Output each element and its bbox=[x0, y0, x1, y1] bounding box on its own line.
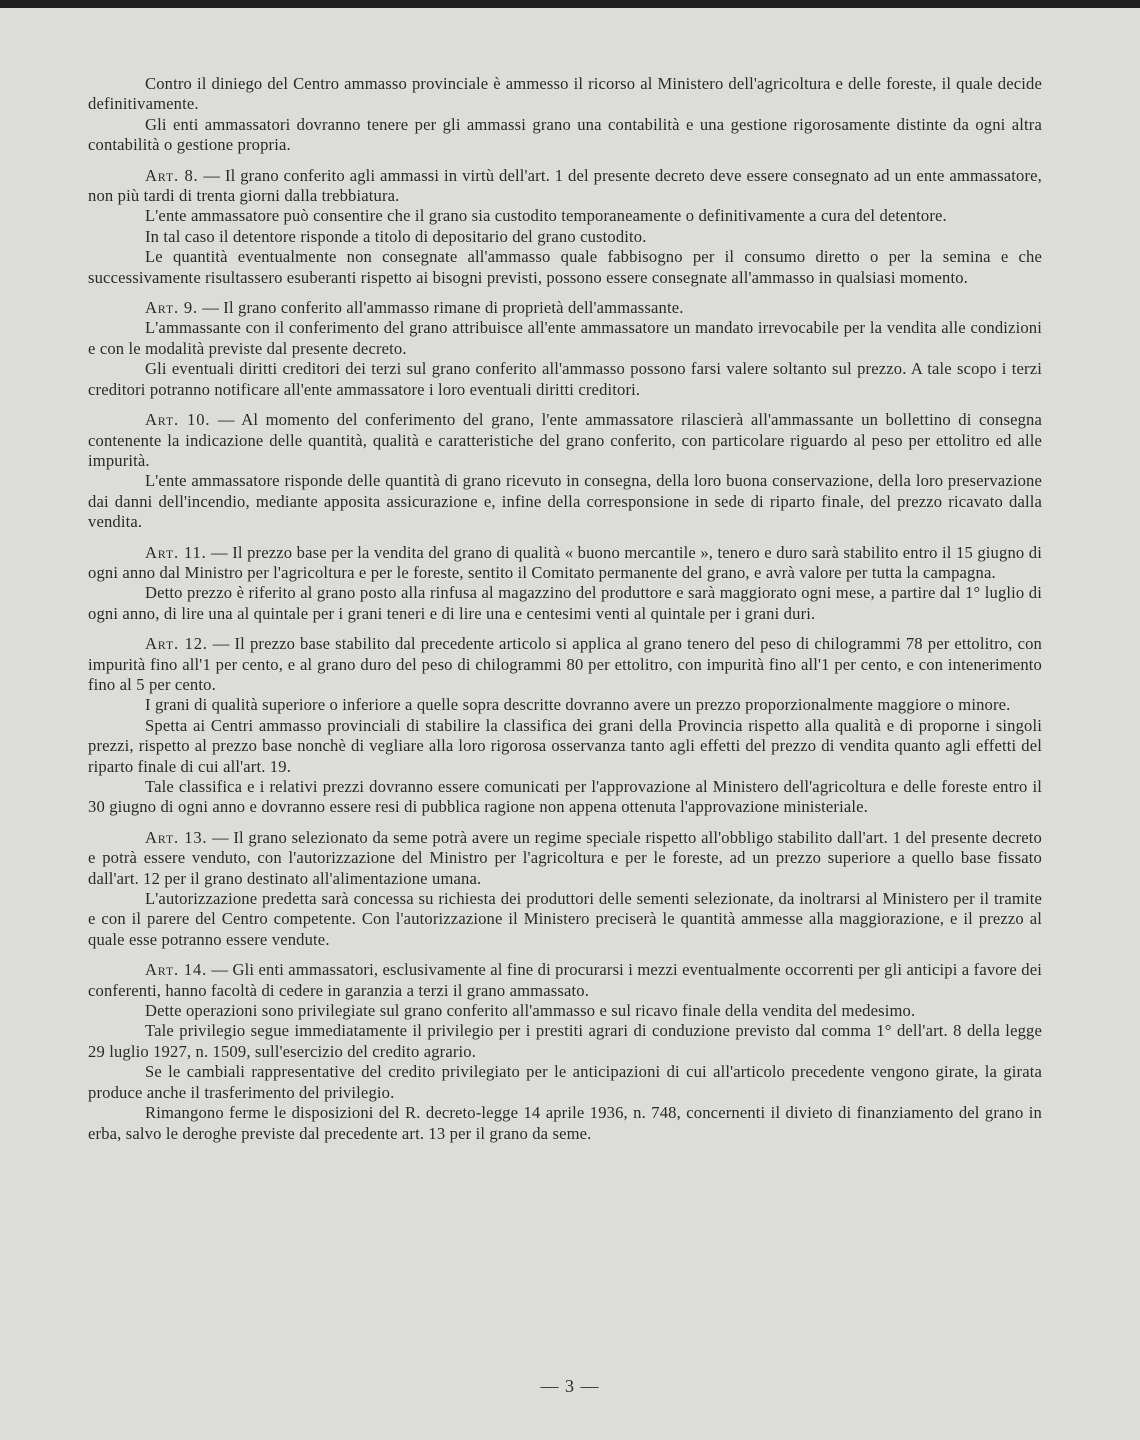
paragraph bbox=[88, 247, 1042, 288]
article-paragraph bbox=[88, 166, 1042, 207]
paragraph bbox=[88, 777, 1042, 818]
paragraph-text: Le quantità eventualmente non consegnate all'ammasso quale fabbisogno per il consumo diretto o per la semina e che successivamente risultassero esuberanti rispetto ai bisogni previsti, possono essere consegnate all'ammasso in qualsiasi momento. bbox=[88, 247, 1042, 287]
paragraph bbox=[88, 318, 1042, 359]
article-label: Art. 14. bbox=[145, 960, 208, 980]
paragraph-text: L'ente ammassatore risponde delle quantità di grano ricevuto in consegna, della loro buona conservazione, della loro preservazione dai danni dell'incendio, mediante apposita assicurazione e, infine della corresponsione in sede di riparto finale, del prezzo ricavato dalla vendita. bbox=[88, 471, 1042, 532]
paragraph bbox=[88, 74, 1042, 115]
paragraph bbox=[88, 889, 1042, 950]
paragraph bbox=[88, 716, 1042, 777]
paragraph bbox=[88, 1021, 1042, 1062]
article-paragraph bbox=[88, 410, 1042, 471]
paragraph bbox=[88, 1103, 1042, 1144]
article-paragraph bbox=[88, 960, 1042, 1001]
paragraph bbox=[88, 1001, 1042, 1021]
article-label: Art. 10. bbox=[145, 410, 211, 430]
paragraph bbox=[88, 471, 1042, 532]
paragraph bbox=[88, 359, 1042, 400]
paragraph-text: In tal caso il detentore risponde a titolo di depositario del grano custodito. bbox=[145, 226, 647, 246]
paragraph-text: Rimangono ferme le disposizioni del R. decreto-legge 14 aprile 1936, n. 748, concernenti il divieto di finanziamento del grano in erba, salvo le deroghe previste dal precedente art. 13 per il grano da seme. bbox=[88, 1103, 1042, 1143]
paragraph-text: Detto prezzo è riferito al grano posto alla rinfusa al magazzino del produttore e sarà maggiorato ogni mese, a partire dal 1° luglio di ogni anno, di lire una al quintale per i grani teneri e di lire una e centesimi venti al quintale per i grani duri. bbox=[88, 583, 1042, 623]
paragraph-text: — Il grano selezionato da seme potrà avere un regime speciale rispetto all'obbligo stabilito dall'art. 1 del presente decreto e potrà essere venduto, con l'autorizzazione del Ministro per l'agricoltura e per le foreste, ad un prezzo superiore a quello base fissato dall'art. 12 per il grano destinato all'alimentazione umana. bbox=[88, 827, 1042, 888]
paragraph-text: Tale classifica e i relativi prezzi dovranno essere comunicati per l'approvazione al Ministero dell'agricoltura e delle foreste entro il 30 giugno di ogni anno e dovranno essere resi di pubblica ragione non appena ottenuta l'approvazione ministeriale. bbox=[88, 777, 1042, 817]
paragraph bbox=[88, 227, 1042, 247]
paragraph-text: Dette operazioni sono privilegiate sul grano conferito all'ammasso e sul ricavo finale della vendita del medesimo. bbox=[145, 1001, 916, 1021]
article-label: Art. 11. bbox=[145, 542, 207, 562]
article-label: Art. 8. bbox=[145, 165, 199, 185]
paragraph-text: I grani di qualità superiore o inferiore a quelle sopra descritte dovranno avere un prezzo proporzionalmente maggiore o minore. bbox=[145, 695, 1011, 715]
paragraph-text: L'ammassante con il conferimento del grano attribuisce all'ente ammassatore un mandato irrevocabile per la vendita alle condizioni e con le modalità previste dal presente decreto. bbox=[88, 318, 1042, 358]
article-label: Art. 12. bbox=[145, 634, 208, 654]
page-number: — 3 — bbox=[540, 1376, 600, 1396]
paragraph bbox=[88, 583, 1042, 624]
paragraph-text: Tale privilegio segue immediatamente il privilegio per i prestiti agrari di conduzione previsto dal comma 1° dell'art. 8 della legge 29 luglio 1927, n. 1509, sull'esercizio del credito agrario. bbox=[88, 1021, 1042, 1061]
document-body bbox=[88, 74, 1042, 1144]
article-label: Art. 13. bbox=[145, 827, 208, 847]
paragraph-text: L'ente ammassatore può consentire che il grano sia custodito temporaneamente o definitivamente a cura del detentore. bbox=[145, 206, 947, 226]
paragraph-text: — Al momento del conferimento del grano, l'ente ammassatore rilascierà all'ammassante un bollettino di consegna contenente la indicazione delle quantità, qualità e caratteristiche del grano conferito, con particolare riguardo al peso per ettolitro ed alle impurità. bbox=[88, 410, 1042, 470]
article-paragraph bbox=[88, 634, 1042, 695]
article-paragraph bbox=[88, 828, 1042, 889]
paragraph-text: — Il grano conferito agli ammassi in virtù dell'art. 1 del presente decreto deve essere consegnato ad un ente ammassatore, non più tardi di trenta giorni dalla trebbiatura. bbox=[88, 165, 1042, 206]
article-paragraph bbox=[88, 298, 1042, 318]
paragraph bbox=[88, 695, 1042, 715]
paragraph-text: Contro il diniego del Centro ammasso provinciale è ammesso il ricorso al Ministero dell'agricoltura e delle foreste, il quale decide definitivamente. bbox=[88, 74, 1042, 114]
paragraph bbox=[88, 1062, 1042, 1103]
paragraph-text: — Il grano conferito all'ammasso rimane di proprietà dell'ammassante. bbox=[197, 298, 684, 318]
scan-top-edge bbox=[0, 0, 1140, 8]
paragraph-text: Gli eventuali diritti creditori dei terzi sul grano conferito all'ammasso possono farsi valere soltanto sul prezzo. A tale scopo i terzi creditori potranno notificare all'ente ammassatore i loro eventuali diritti creditori. bbox=[88, 359, 1042, 399]
paragraph-text: Gli enti ammassatori dovranno tenere per gli ammassi grano una contabilità e una gestione rigorosamente distinte da ogni altra contabilità o gestione propria. bbox=[88, 114, 1042, 155]
paragraph-text: Se le cambiali rappresentative del credito privilegiato per le anticipazioni di cui all'articolo precedente vengono girate, la girata produce anche il trasferimento del privilegio. bbox=[88, 1062, 1042, 1102]
paragraph bbox=[88, 206, 1042, 226]
article-paragraph bbox=[88, 543, 1042, 584]
article-label: Art. 9. bbox=[145, 298, 198, 318]
paragraph-text: L'autorizzazione predetta sarà concessa su richiesta dei produttori delle sementi selezionate, da inoltrarsi al Ministero per il tramite e con il parere del Centro competente. Con l'autorizzazione il Ministero preciserà le quantità ammesse alla maggiorazione, e il prezzo al quale esse potranno essere vendute. bbox=[88, 889, 1042, 949]
paragraph-text: — Gli enti ammassatori, esclusivamente al fine di procurarsi i mezzi eventualmente occorrenti per gli anticipi a favore dei conferenti, hanno facoltà di cedere in garanzia a terzi il grano ammassato. bbox=[88, 960, 1042, 1000]
paragraph bbox=[88, 115, 1042, 156]
paragraph-text: — Il prezzo base per la vendita del grano di qualità « buono mercantile », tenero e duro sarà stabilito entro il 15 giugno di ogni anno dal Ministro per l'agricoltura e per le foreste, sentito il Comitato permanente del grano, e avrà valore per tutta la campagna. bbox=[88, 542, 1043, 582]
paragraph-text: — Il prezzo base stabilito dal precedente articolo si applica al grano tenero del peso di chilogrammi 78 per ettolitro, con impurità fino all'1 per cento, e al grano duro del peso di chilogrammi 80 per ettolitro, con impurità fino all'1 per cento, e con intenerimento fino al 5 per cento. bbox=[88, 634, 1042, 694]
paragraph-text: Spetta ai Centri ammasso provinciali di stabilire la classifica dei grani della Provincia rispetto alla qualità e di proporne i singoli prezzi, rispetto al prezzo base nonchè di vegliare alla loro rigorosa osservanza tanto agli effetti del prezzo di vendita quanto agli effetti del riparto finale di cui all'art. 19. bbox=[88, 715, 1042, 776]
